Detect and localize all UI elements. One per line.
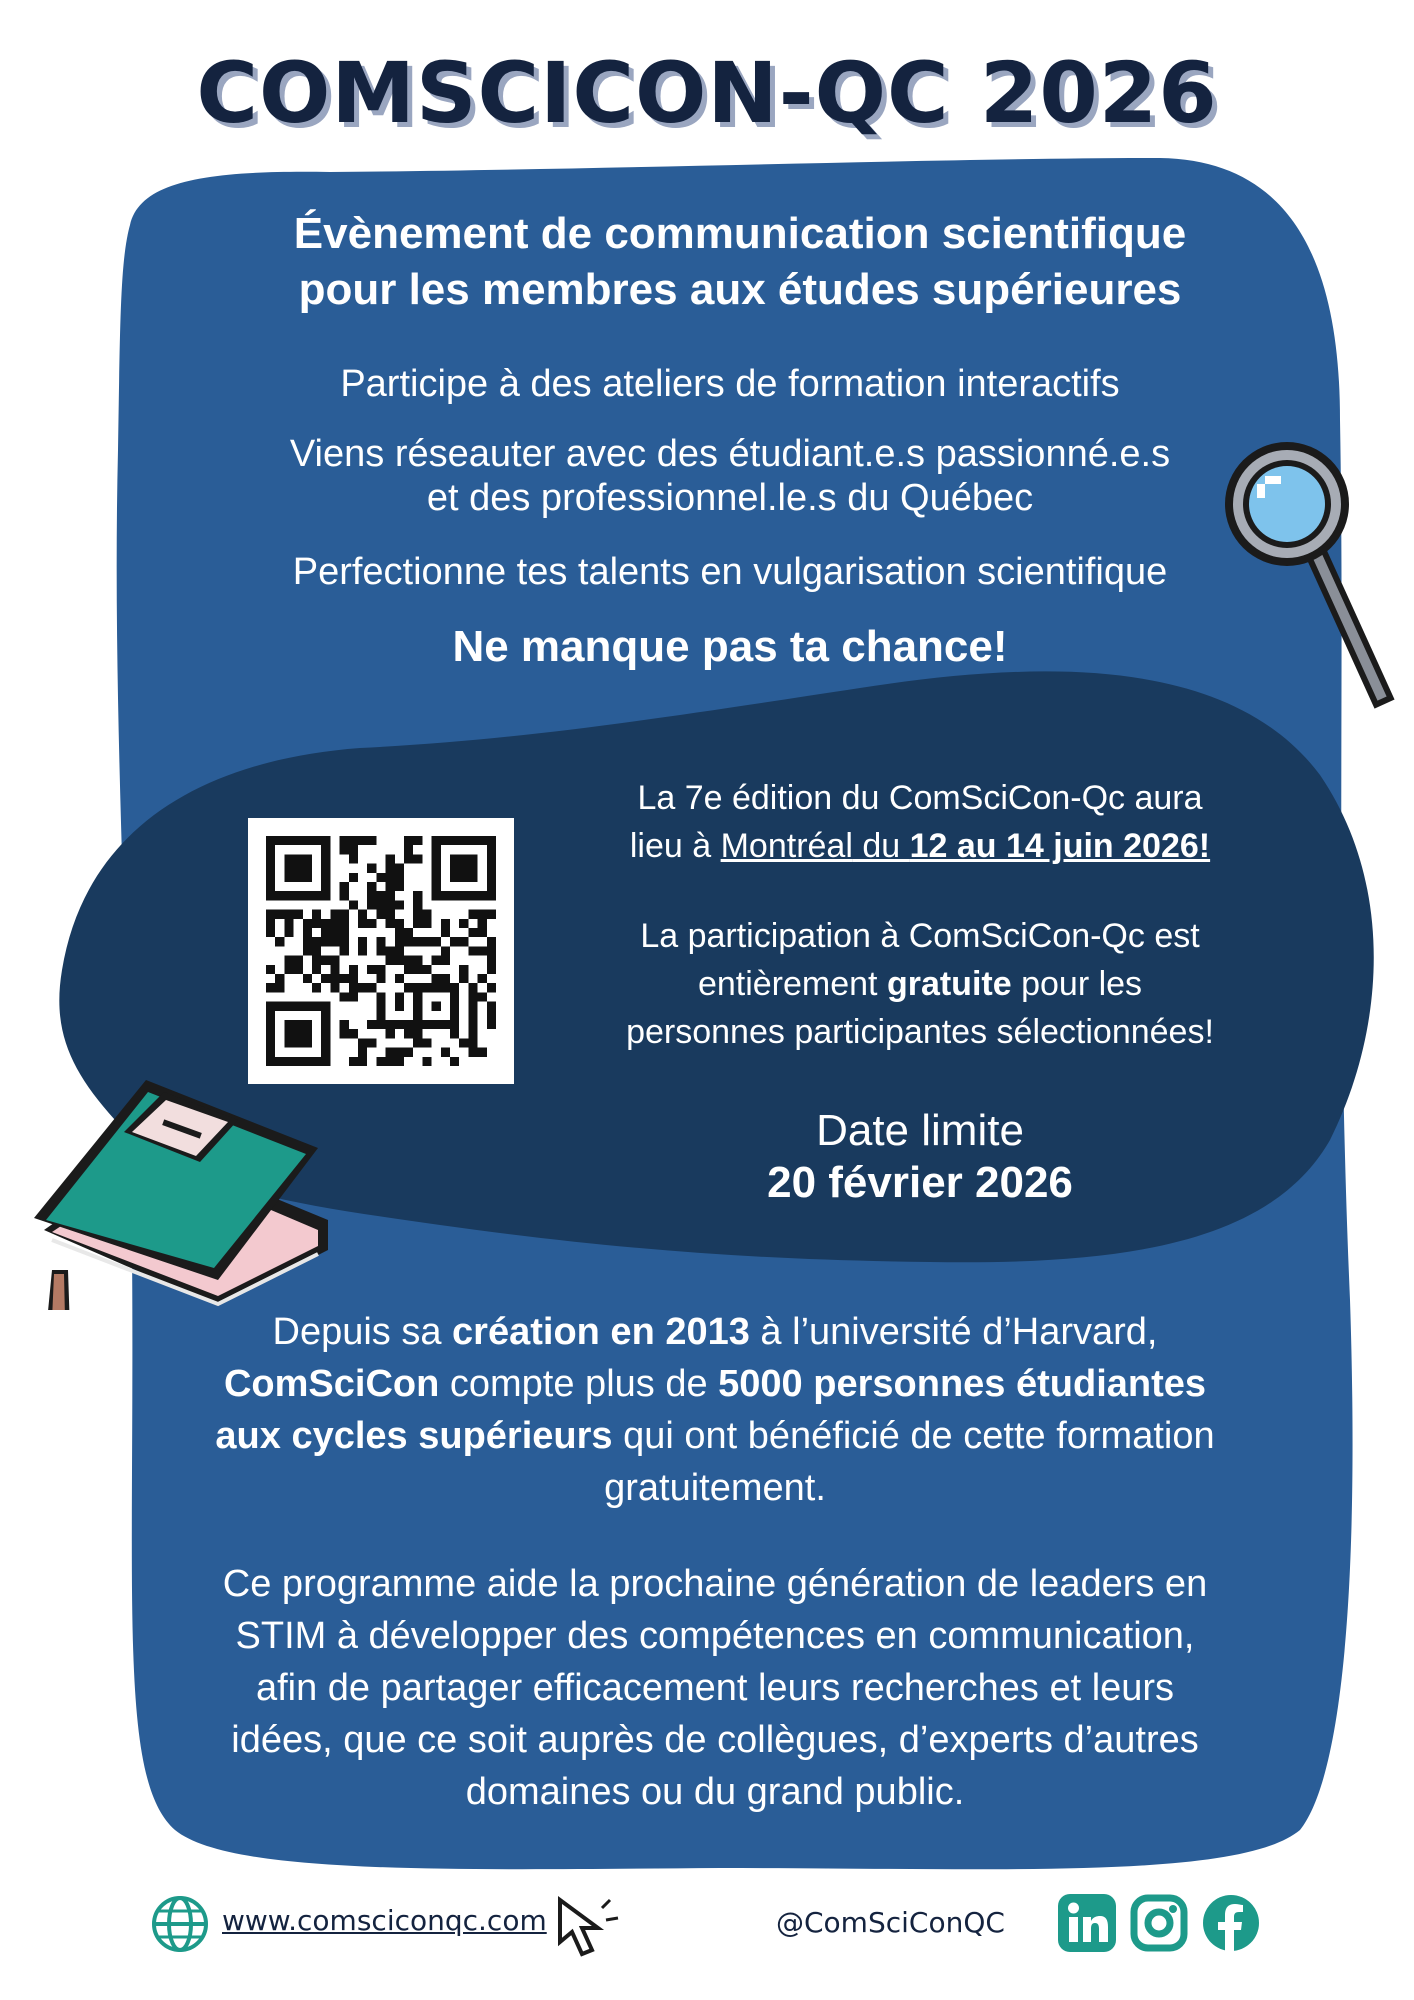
about-line: STIM à développer des compétences en communication, (235, 1615, 1195, 1657)
feature-vulgarisation (180, 550, 1280, 594)
about-paragraph-2 (160, 1558, 1270, 1818)
magnifying-glass-icon (1215, 432, 1395, 712)
about-paragraph-1 (160, 1306, 1270, 1514)
instagram-icon[interactable] (1130, 1894, 1188, 1952)
text-span: 5000 personnes étudiantes (718, 1363, 1207, 1405)
call-to-action: Ne manque pas ta chance! (452, 622, 1008, 671)
text-span: pour les (1011, 965, 1143, 1003)
participation-info (560, 912, 1280, 1056)
about-line: idées, que ce soit auprès de collègues, d’experts d’autres (231, 1719, 1199, 1761)
text-span: Depuis sa (272, 1311, 453, 1353)
social-handle: @ComSciConQC (776, 1906, 1005, 1939)
qr-code-graphic (266, 836, 496, 1066)
deadline-label: Date limite (816, 1106, 1024, 1155)
city-text: Montréal (720, 827, 853, 865)
about-line-3 (160, 1410, 1270, 1462)
participation-line-2 (560, 960, 1280, 1008)
event-dates: 12 au 14 juin 2026! (909, 827, 1211, 865)
book-icon (28, 1070, 328, 1310)
about-line-2 (160, 1358, 1270, 1410)
cursor-icon (556, 1896, 626, 1960)
footer (0, 1886, 1414, 1976)
text-span: compte plus de (439, 1363, 719, 1405)
participation-line-1: La participation à ComSciCon-Qc est (640, 917, 1200, 955)
text-span: à l’université d’Harvard, (749, 1311, 1158, 1353)
text-span: du (852, 827, 910, 865)
about-line-1 (160, 1306, 1270, 1358)
edition-info (560, 774, 1280, 870)
headline-line-2: pour les membres aux études supérieures (298, 265, 1182, 314)
text-span: lieu à (629, 827, 721, 865)
globe-icon (150, 1894, 210, 1954)
page-title: COMSCICON-QC 2026 (196, 44, 1218, 142)
deadline-date: 20 février 2026 (767, 1158, 1073, 1207)
qr-code[interactable] (248, 818, 514, 1084)
text-span: création en 2013 (452, 1311, 750, 1353)
linkedin-icon[interactable] (1058, 1894, 1116, 1952)
about-line: afin de partager efficacement leurs recherches et leurs (255, 1667, 1175, 1709)
edition-line-1: La 7e édition du ComSciCon-Qc aura (637, 779, 1203, 817)
about-line-4: gratuitement. (604, 1467, 826, 1509)
facebook-icon[interactable] (1202, 1894, 1260, 1952)
text-span: entièrement (697, 965, 887, 1003)
feature-networking (180, 432, 1280, 520)
text-span: qui ont bénéficié de cette formation (612, 1415, 1215, 1457)
headline-line-1: Évènement de communication scientifique (293, 209, 1187, 258)
edition-line-2 (560, 822, 1280, 870)
participation-line-3: personnes participantes sélectionnées! (626, 1013, 1214, 1051)
event-headline (200, 206, 1280, 318)
free-text: gratuite (886, 965, 1012, 1003)
feature-text: Participe à des ateliers de formation interactifs (340, 363, 1120, 405)
feature-text: et des professionnel.le.s du Québec (426, 477, 1034, 519)
feature-workshops (180, 362, 1280, 406)
about-line: domaines ou du grand public. (465, 1771, 965, 1813)
text-span: ComSciCon (223, 1363, 440, 1405)
feature-text: Viens réseauter avec des étudiant.e.s passionné.e.s (289, 433, 1171, 475)
website-link[interactable]: www.comsciconqc.com (222, 1904, 547, 1937)
about-line: Ce programme aide la prochaine génération de leaders en (222, 1563, 1208, 1605)
feature-text: Perfectionne tes talents en vulgarisation scientifique (292, 551, 1168, 593)
text-span: aux cycles supérieurs (215, 1415, 613, 1457)
